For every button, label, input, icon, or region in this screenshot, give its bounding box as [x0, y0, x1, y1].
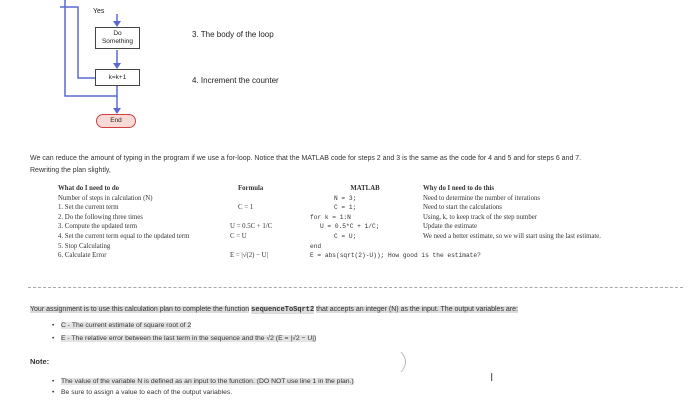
note-text: Be sure to assign a value to each of the output variables.: [61, 389, 233, 396]
note-item: [52, 378, 354, 385]
note-text: The value of the variable N is defined as an input to the function. (DO NOT use line 1 in the plan.): [61, 378, 354, 385]
what-row: 3. Compute the updated term: [58, 223, 138, 231]
function-name: sequenceToSqrt2: [251, 306, 315, 314]
what-row: 2. Do the following three times: [58, 213, 143, 221]
formula-row: [230, 242, 310, 252]
formula-row: C = U: [230, 232, 247, 240]
what-row: Number of steps in calculation (N): [58, 194, 153, 202]
intro-paragraph: We can reduce the amount of typing in the program if we use a for-loop. Notice that the MATLAB code for steps 2 and 3 is the same as the code for 4 and 5 and for steps 6 and 7.: [30, 155, 582, 162]
decorative-paren: [398, 350, 412, 374]
formula-row: E = |√(2) − U|: [230, 252, 268, 260]
bullet-icon: •: [52, 322, 55, 329]
what-column: [58, 184, 233, 261]
matlab-row: N = 3;: [334, 194, 357, 202]
matlab-row: for k = 1:N: [310, 213, 351, 221]
bullet-icon: •: [52, 389, 55, 396]
matlab-row: end: [310, 242, 322, 250]
why-header: Why do I need to do this: [423, 185, 495, 192]
why-column: [423, 184, 693, 242]
output-bullet-e: [52, 335, 316, 342]
bullet-text: C - The current estimate of square root of 2: [61, 322, 192, 329]
matlab-row: E = abs(sqrt(2)-U)); How good is the estimate?: [310, 252, 481, 260]
text-cursor-icon: I: [490, 371, 494, 384]
what-row: 5. Stop Calculating: [58, 242, 111, 250]
end-terminal: End: [96, 114, 136, 128]
why-row: We need a better estimate, so we will start using the last estimate.: [423, 232, 602, 240]
step3-caption: 3. The body of the loop: [192, 30, 274, 39]
assignment-text: [30, 306, 518, 314]
why-row: Need to determine the number of iterations: [423, 194, 541, 202]
formula-column: [230, 184, 310, 261]
bullet-text: E - The relative error between the last term in the sequence and the √2 (E = |√2 − U|): [61, 335, 317, 342]
note-item: [52, 389, 232, 396]
formula-header: Formula: [238, 185, 264, 192]
matlab-row: C = U;: [334, 232, 357, 240]
what-row: 4. Set the current term equal to the updated term: [58, 232, 190, 240]
why-row: Using, k, to keep track of the step number: [423, 213, 538, 221]
section-divider: [28, 287, 683, 288]
why-row: Need to start the calculations: [423, 204, 502, 212]
assignment-after: that accepts an integer (N) as the input. The output variables are:: [316, 306, 518, 313]
step4-caption: 4. Increment the counter: [192, 76, 279, 85]
bullet-icon: •: [52, 335, 55, 342]
bullet-icon: •: [52, 378, 55, 385]
do-something-line1: Do: [113, 30, 122, 37]
what-header: What do I need to do: [58, 185, 119, 192]
what-row: 6. Calculate Error: [58, 252, 107, 260]
note-label: Note:: [30, 357, 50, 366]
yes-label: Yes: [93, 8, 105, 15]
formula-row: C = 1: [238, 204, 254, 212]
do-something-box: [95, 27, 140, 49]
formula-row: [230, 194, 310, 204]
output-bullet-c: [52, 322, 191, 329]
what-row: 1. Set the current term: [58, 204, 119, 212]
matlab-row: U = 0.5*C + 1/C;: [320, 223, 380, 231]
formula-row: U = 0.5C + 1/C: [230, 223, 273, 231]
matlab-header: MATLAB: [350, 185, 380, 192]
formula-row: [230, 213, 310, 223]
rewriting-line: Rewriting the plan slightly,: [30, 167, 111, 174]
flowchart: [0, 0, 700, 140]
increment-box: k=k+1: [95, 69, 140, 86]
why-row: Update the estimate: [423, 223, 477, 231]
assignment-before: Your assignment is to use this calculation plan to complete the function: [30, 306, 250, 313]
matlab-row: C = 1;: [334, 204, 357, 212]
do-something-line2: Something: [101, 38, 134, 45]
